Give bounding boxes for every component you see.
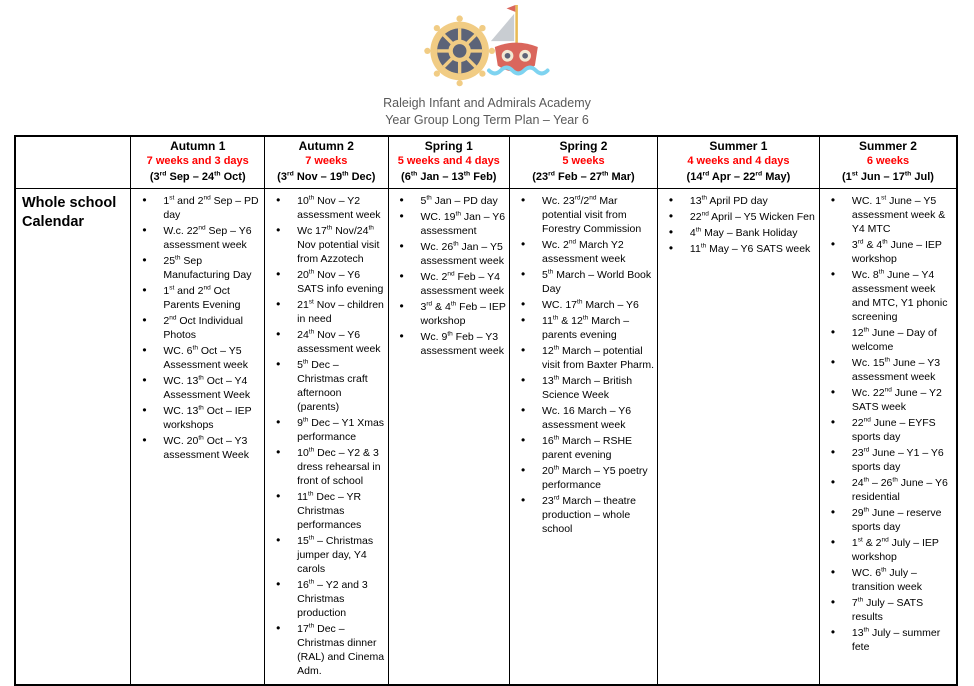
event-item: • 3rd & 4th Feb – IEP workshop bbox=[391, 300, 508, 328]
event-item: • 5th Dec – Christmas craft afternoon (parents) bbox=[267, 358, 385, 414]
event-item: • WC. 13th Oct – IEP workshops bbox=[133, 404, 262, 432]
term-name: Summer 2 bbox=[858, 139, 917, 153]
event-item: • 11th Dec – YR Christmas performances bbox=[267, 490, 385, 532]
event-item: • WC. 6th Oct – Y5 Assessment week bbox=[133, 344, 262, 372]
term-header-autumn-1 bbox=[131, 136, 265, 189]
event-item: • Wc. 2nd Feb – Y4 assessment week bbox=[391, 270, 508, 298]
term-events-autumn-2 bbox=[265, 189, 388, 686]
term-dates: (14rd Apr – 22rd May) bbox=[686, 170, 791, 183]
page-title: Raleigh Infant and Admirals Academy bbox=[383, 96, 591, 110]
whole-school-calendar-row bbox=[15, 189, 957, 686]
event-list bbox=[822, 194, 954, 654]
event-item: • Wc. 15th June – Y3 assessment week bbox=[822, 356, 954, 384]
term-header-summer-2 bbox=[819, 136, 957, 189]
event-item: • 10th Dec – Y2 & 3 dress rehearsal in front of school bbox=[267, 446, 385, 488]
row-label: Whole school Calendar bbox=[15, 189, 131, 686]
document-header bbox=[0, 0, 974, 129]
event-list bbox=[391, 194, 508, 358]
event-item: • 17th Dec – Christmas dinner (RAL) and Cinema Adm. bbox=[267, 622, 385, 678]
term-events-summer-1 bbox=[657, 189, 819, 686]
page-subtitle: Year Group Long Term Plan – Year 6 bbox=[385, 113, 589, 127]
event-item: • 29th June – reserve sports day bbox=[822, 506, 954, 534]
event-item: • Wc. 26th Jan – Y5 assessment week bbox=[391, 240, 508, 268]
term-dates: (6th Jan – 13th Feb) bbox=[401, 170, 497, 183]
school-logo bbox=[421, 4, 553, 90]
event-item: • Wc. 8th June – Y4 assessment week and MTC, Y1 phonic screening bbox=[822, 268, 954, 324]
event-item: • 16th – Y2 and 3 Christmas production bbox=[267, 578, 385, 620]
event-item: • 11th May – Y6 SATS week bbox=[660, 242, 817, 256]
event-item: • 1st & 2nd July – IEP workshop bbox=[822, 536, 954, 564]
event-item: • 1st and 2nd Oct Parents Evening bbox=[133, 284, 262, 312]
term-dates: (23rd Feb – 27th Mar) bbox=[532, 170, 635, 183]
event-item: • 3rd & 4th June – IEP workshop bbox=[822, 238, 954, 266]
event-list bbox=[133, 194, 262, 462]
term-name: Summer 1 bbox=[709, 139, 768, 153]
event-item: • 7th July – SATS results bbox=[822, 596, 954, 624]
term-duration: 7 weeks and 3 days bbox=[146, 155, 249, 167]
boat-icon bbox=[489, 5, 548, 73]
event-item: • W.c. 22nd Sep – Y6 assessment week bbox=[133, 224, 262, 252]
event-item: • 5th Jan – PD day bbox=[391, 194, 508, 208]
term-header-autumn-2 bbox=[265, 136, 388, 189]
term-dates: (3rd Nov – 19th Dec) bbox=[277, 170, 376, 183]
event-item: • 23rd June – Y1 – Y6 sports day bbox=[822, 446, 954, 474]
event-item: • 20th March – Y5 poetry performance bbox=[512, 464, 655, 492]
event-item: • Wc. 16 March – Y6 assessment week bbox=[512, 404, 655, 432]
event-item: • 4th May – Bank Holiday bbox=[660, 226, 817, 240]
term-duration: 5 weeks bbox=[562, 155, 605, 167]
event-item: • 22nd April – Y5 Wicken Fen bbox=[660, 210, 817, 224]
event-item: • 15th – Christmas jumper day, Y4 carols bbox=[267, 534, 385, 576]
event-item: • WC. 6th July – transition week bbox=[822, 566, 954, 594]
event-item: • 16th March – RSHE parent evening bbox=[512, 434, 655, 462]
event-list bbox=[660, 194, 817, 256]
term-dates: (3rd Sep – 24th Oct) bbox=[149, 170, 246, 183]
event-item: • 12th March – potential visit from Baxter Pharm. bbox=[512, 344, 655, 372]
term-duration: 7 weeks bbox=[305, 155, 348, 167]
event-item: • 11th & 12th March – parents evening bbox=[512, 314, 655, 342]
event-item: • Wc. 23rd/2nd Mar potential visit from Forestry Commission bbox=[512, 194, 655, 236]
event-item: • 9th Dec – Y1 Xmas performance bbox=[267, 416, 385, 444]
event-item: • Wc. 2nd March Y2 assessment week bbox=[512, 238, 655, 266]
event-item: • WC. 1st June – Y5 assessment week & Y4 MTC bbox=[822, 194, 954, 236]
event-item: • 24th – 26th June – Y6 residential bbox=[822, 476, 954, 504]
term-header-row bbox=[15, 136, 957, 189]
term-events-summer-2 bbox=[819, 189, 957, 686]
event-item: • 20th Nov – Y6 SATS info evening bbox=[267, 268, 385, 296]
term-name: Autumn 1 bbox=[170, 139, 226, 153]
term-header-summer-1 bbox=[657, 136, 819, 189]
event-item: • WC. 20th Oct – Y3 assessment Week bbox=[133, 434, 262, 462]
term-duration: 6 weeks bbox=[866, 155, 910, 167]
event-item: • Wc. 22nd June – Y2 SATS week bbox=[822, 386, 954, 414]
event-list bbox=[512, 194, 655, 536]
event-item: • 12th June – Day of welcome bbox=[822, 326, 954, 354]
event-item: • 24th Nov – Y6 assessment week bbox=[267, 328, 385, 356]
event-item: • WC. 17th March – Y6 bbox=[512, 298, 655, 312]
term-events-spring-1 bbox=[388, 189, 510, 686]
term-name: Spring 2 bbox=[559, 139, 608, 153]
event-list bbox=[267, 194, 385, 678]
event-item: • 22nd June – EYFS sports day bbox=[822, 416, 954, 444]
event-item: • 1st and 2nd Sep – PD day bbox=[133, 194, 262, 222]
event-item: • 21st Nov – children in need bbox=[267, 298, 385, 326]
sail bbox=[491, 14, 514, 41]
term-dates: (1st Jun – 17th Jul) bbox=[841, 170, 934, 183]
event-item: • Wc. 9th Feb – Y3 assessment week bbox=[391, 330, 508, 358]
term-header-spring-2 bbox=[510, 136, 658, 189]
term-name: Autumn 2 bbox=[298, 139, 354, 153]
mast bbox=[515, 5, 518, 48]
pennant bbox=[507, 5, 516, 12]
term-name: Spring 1 bbox=[424, 139, 473, 153]
empty-corner-cell bbox=[15, 136, 131, 189]
event-item: • 25th Sep Manufacturing Day bbox=[133, 254, 262, 282]
event-item: • WC. 19th Jan – Y6 assessment bbox=[391, 210, 508, 238]
event-item: • 2nd Oct Individual Photos bbox=[133, 314, 262, 342]
term-duration: 4 weeks and 4 days bbox=[687, 155, 790, 167]
term-events-spring-2 bbox=[510, 189, 658, 686]
event-item: • WC. 13th Oct – Y4 Assessment Week bbox=[133, 374, 262, 402]
event-item: • 13th March – British Science Week bbox=[512, 374, 655, 402]
event-item: • Wc 17th Nov/24th Nov potential visit from Azzotech bbox=[267, 224, 385, 266]
event-item: • 10th Nov – Y2 assessment week bbox=[267, 194, 385, 222]
term-events-autumn-1 bbox=[131, 189, 265, 686]
event-item: • 5th March – World Book Day bbox=[512, 268, 655, 296]
ship-wheel-icon bbox=[424, 16, 495, 87]
term-header-spring-1 bbox=[388, 136, 510, 189]
event-item: • 23rd March – theatre production – whole school bbox=[512, 494, 655, 536]
event-item: • 13th July – summer fete bbox=[822, 626, 954, 654]
long-term-plan-table bbox=[14, 135, 958, 686]
event-item: • 13th April PD day bbox=[660, 194, 817, 208]
term-duration: 5 weeks and 4 days bbox=[397, 155, 500, 167]
